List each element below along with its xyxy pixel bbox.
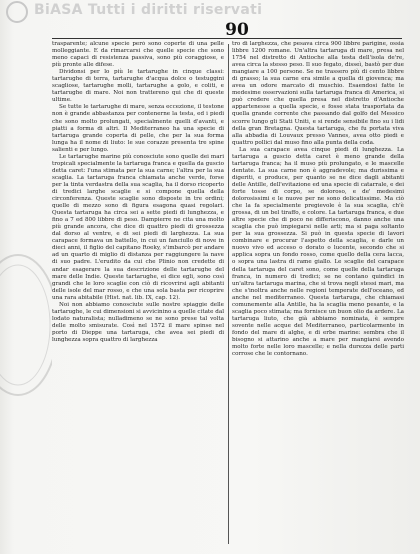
- paragraph: trasparente; alcune specie però sono coperte di una pelle molleggiante. E da rimarcarsi che quelle specie che sono meno capaci di resistenza passiva, sono più coraggiose, e più pronte alle difese.: [52, 41, 224, 69]
- library-seal-stamp: [0, 250, 52, 400]
- header-rule: [52, 38, 402, 39]
- page-header: [0, 0, 420, 42]
- page-number: 90: [225, 20, 249, 40]
- watermark-logo: [6, 1, 28, 23]
- column-divider: [228, 44, 229, 544]
- text-column-right: [232, 41, 404, 546]
- paragraph: tro di larghezza, che pesava circa 900 libbre parigine, ossia libbre 1200 romane. Un'altra tartaruga di mare, presa nel 1754 nel distretto di Antioche alla testa dell'isola de're, avea circa la stesso peso. Il suo fegato, disseì, bastò per due mangiare a 100 persone. Se ne trassero più di cento libbre di grasso; la sua carne era simile a quella di giovenca; ma avea un odore marcato di muschio. Esaendosi fatte le medesime osservazioni sulla tartaruga franca di America, si può credere che quella presa nel distretto d'Antioche appartenesse a quella specie, e fosse stata trasportata da quella grande corrente che passando dal golfo del Messico scorre lungo gli Stati Uniti, e si rende sensibile fino su i lidi della gran Bretagna. Questa tartaruga, che fu portata viva alla abbadia di Louvaux presso Vannes, avea otto piedi e quattro pollici dal muso fino alla punta della coda.: [232, 41, 404, 146]
- paragraph: La sua carapace avea cinque piedi di lunghezza. La tartaruga a guscio detta caret è meno grande della tartaruga franca; ha il muso più prolungato, e le mascelle dentate. La sua carne non è aggradevole; ma durissima e digeriti, e produce, per quanto se ne dice dagli abitanti delle Antille, dell'evitazione ed una specie di catarrale, e dei forte tosse di corpo, se doloroso, e de' medesimi dolorosissimi e le nuove per ne sono delicatissime. Ma ciò che la fa specialmente pregievole è la sua scaglia, ch'è grossa, di un bel tiraffo, e colore. La tartaruga franca, e due altre specie che di poco ne differiscono, danno anche una scaglia che può impiegarsi nelle arti; ma si paga soltanto per la sua grossezza. Si può in questa specie di lavori combinare e procurar l'aspetto della scaglia, e darle un nuovo vivo ed acceso o dorato o lucente, secondo che si applica sopra un fondo rosso, come quello della cera lacca, o sopra una lastra di rame giallo. Le scaglie del carapace della tartaruga del caret sono, come quelle della tartaruga franca, in numero di tredici; se ne contano quindici in un'altra tartaruga marina, che si trova negli stessi mari, ma che s'inoltra anche nelle regioni temperate dell'oceano, ed anche nel mediterraneo. Questa tartaruga, che chiamasi comunemente alla Antille, ha la scaglia meno pesante, e la scaglia poco stimata; ma fornisce un buon olio da ardere. La tartaruga liuto, che già abbiamo nominata, è sempre sovente nelle acque del Mediterraneo, particolarmente in fondo del mare di alghe, e di erbe marine: sembra che il bisogno si attarino anche a mare per mangiarsi avendo molto forte nelle loro mascelle; e nella durezza delle parti corrose che le contornano.: [232, 146, 404, 358]
- text-column-left: [52, 41, 224, 546]
- paragraph: Se tutte le tartarughe di mare, senza eccezione, il testone non è grande abbastanza per contenerne la testa, ed i piedi che sono molto prolungati, specialmente quelli d'avanti, e piatti a forma di altri. Il Mediterraneo ha una specie di tartaruga grande coperta di pelle, che per la sua forma lunga ha il nome di liuto: le sue corazze presenta tre spine salienti e per lungo.: [52, 104, 224, 153]
- paragraph: Noi non abbiamo conosciute sulle nostre spiaggie delle tartarughe, le cui dimensioni si avvicinino a quelle citate dal lodato naturalista; nulladimeno se ne sono prese tal volta delle molto smisurate. Così nel 1572 il mare spinse nel porto di Dieppe una tartaruga, che avea sei piedi di lunghezza sopra quattro di larghezza: [52, 301, 224, 343]
- paragraph: Dividonsi per lo più le tartarughe in cinque classi: tartarughe di terra, tartarughe d'acqua dolce o testuggini scagliose, tartarughe molli, tartarughe a golo, e coliti, e tartarughe di mare. Noi non trattereno qui che di queste ultime.: [52, 69, 224, 104]
- watermark-text: BiASA Tutti i diritti riservati: [34, 2, 263, 18]
- paragraph: Le tartarughe marine più conosciute sono quelle dei mari tropicali specialmente la tartaruga franca e quella da guscio detta caret: l'una stimata per la sua carne; l'altra per la sua scaglia. La tartaruga franca chiamata anche verde, forse per la tinta verdastra della sua scaglia, ha il dorso ricoperto di tredici larghe scaglie e si compone quella della circonferenza. Queste scaglie sono disposte in tre ordini; quelle di mezzo sono di figura esagona quasi regolari. Questa tartaruga ha circa sei a sette piedi di lunghezza, e fino a 7 ed 800 libbre di peso. Dampierre ne cita una molto più grande ancora, che dice di quattro piedi di grossezza dal dorso al ventre, e di sei piedi di larghezza. La sua carapace formava un battello, in cui un fanciullo di nove in dieci anni, il figlio del capitano Roeky, s'imbarcò per andare ad un quarto di miglio di distanza per raggiungere la nave di suo padre. L'erudito da cui che Plinio non credette di andar esagerare la sua descrizione delle tartarughe del mare delle Indie. Queste tartarughe, ei dice egli, sono così grandi che le loro scaglie con ciò di ricovrirsi agli abitanti delle isole del mar rosso, e che una sola basta per ricoprire una rara abitabile (Hist. nat. lib. IX, cap. 12).: [52, 153, 224, 301]
